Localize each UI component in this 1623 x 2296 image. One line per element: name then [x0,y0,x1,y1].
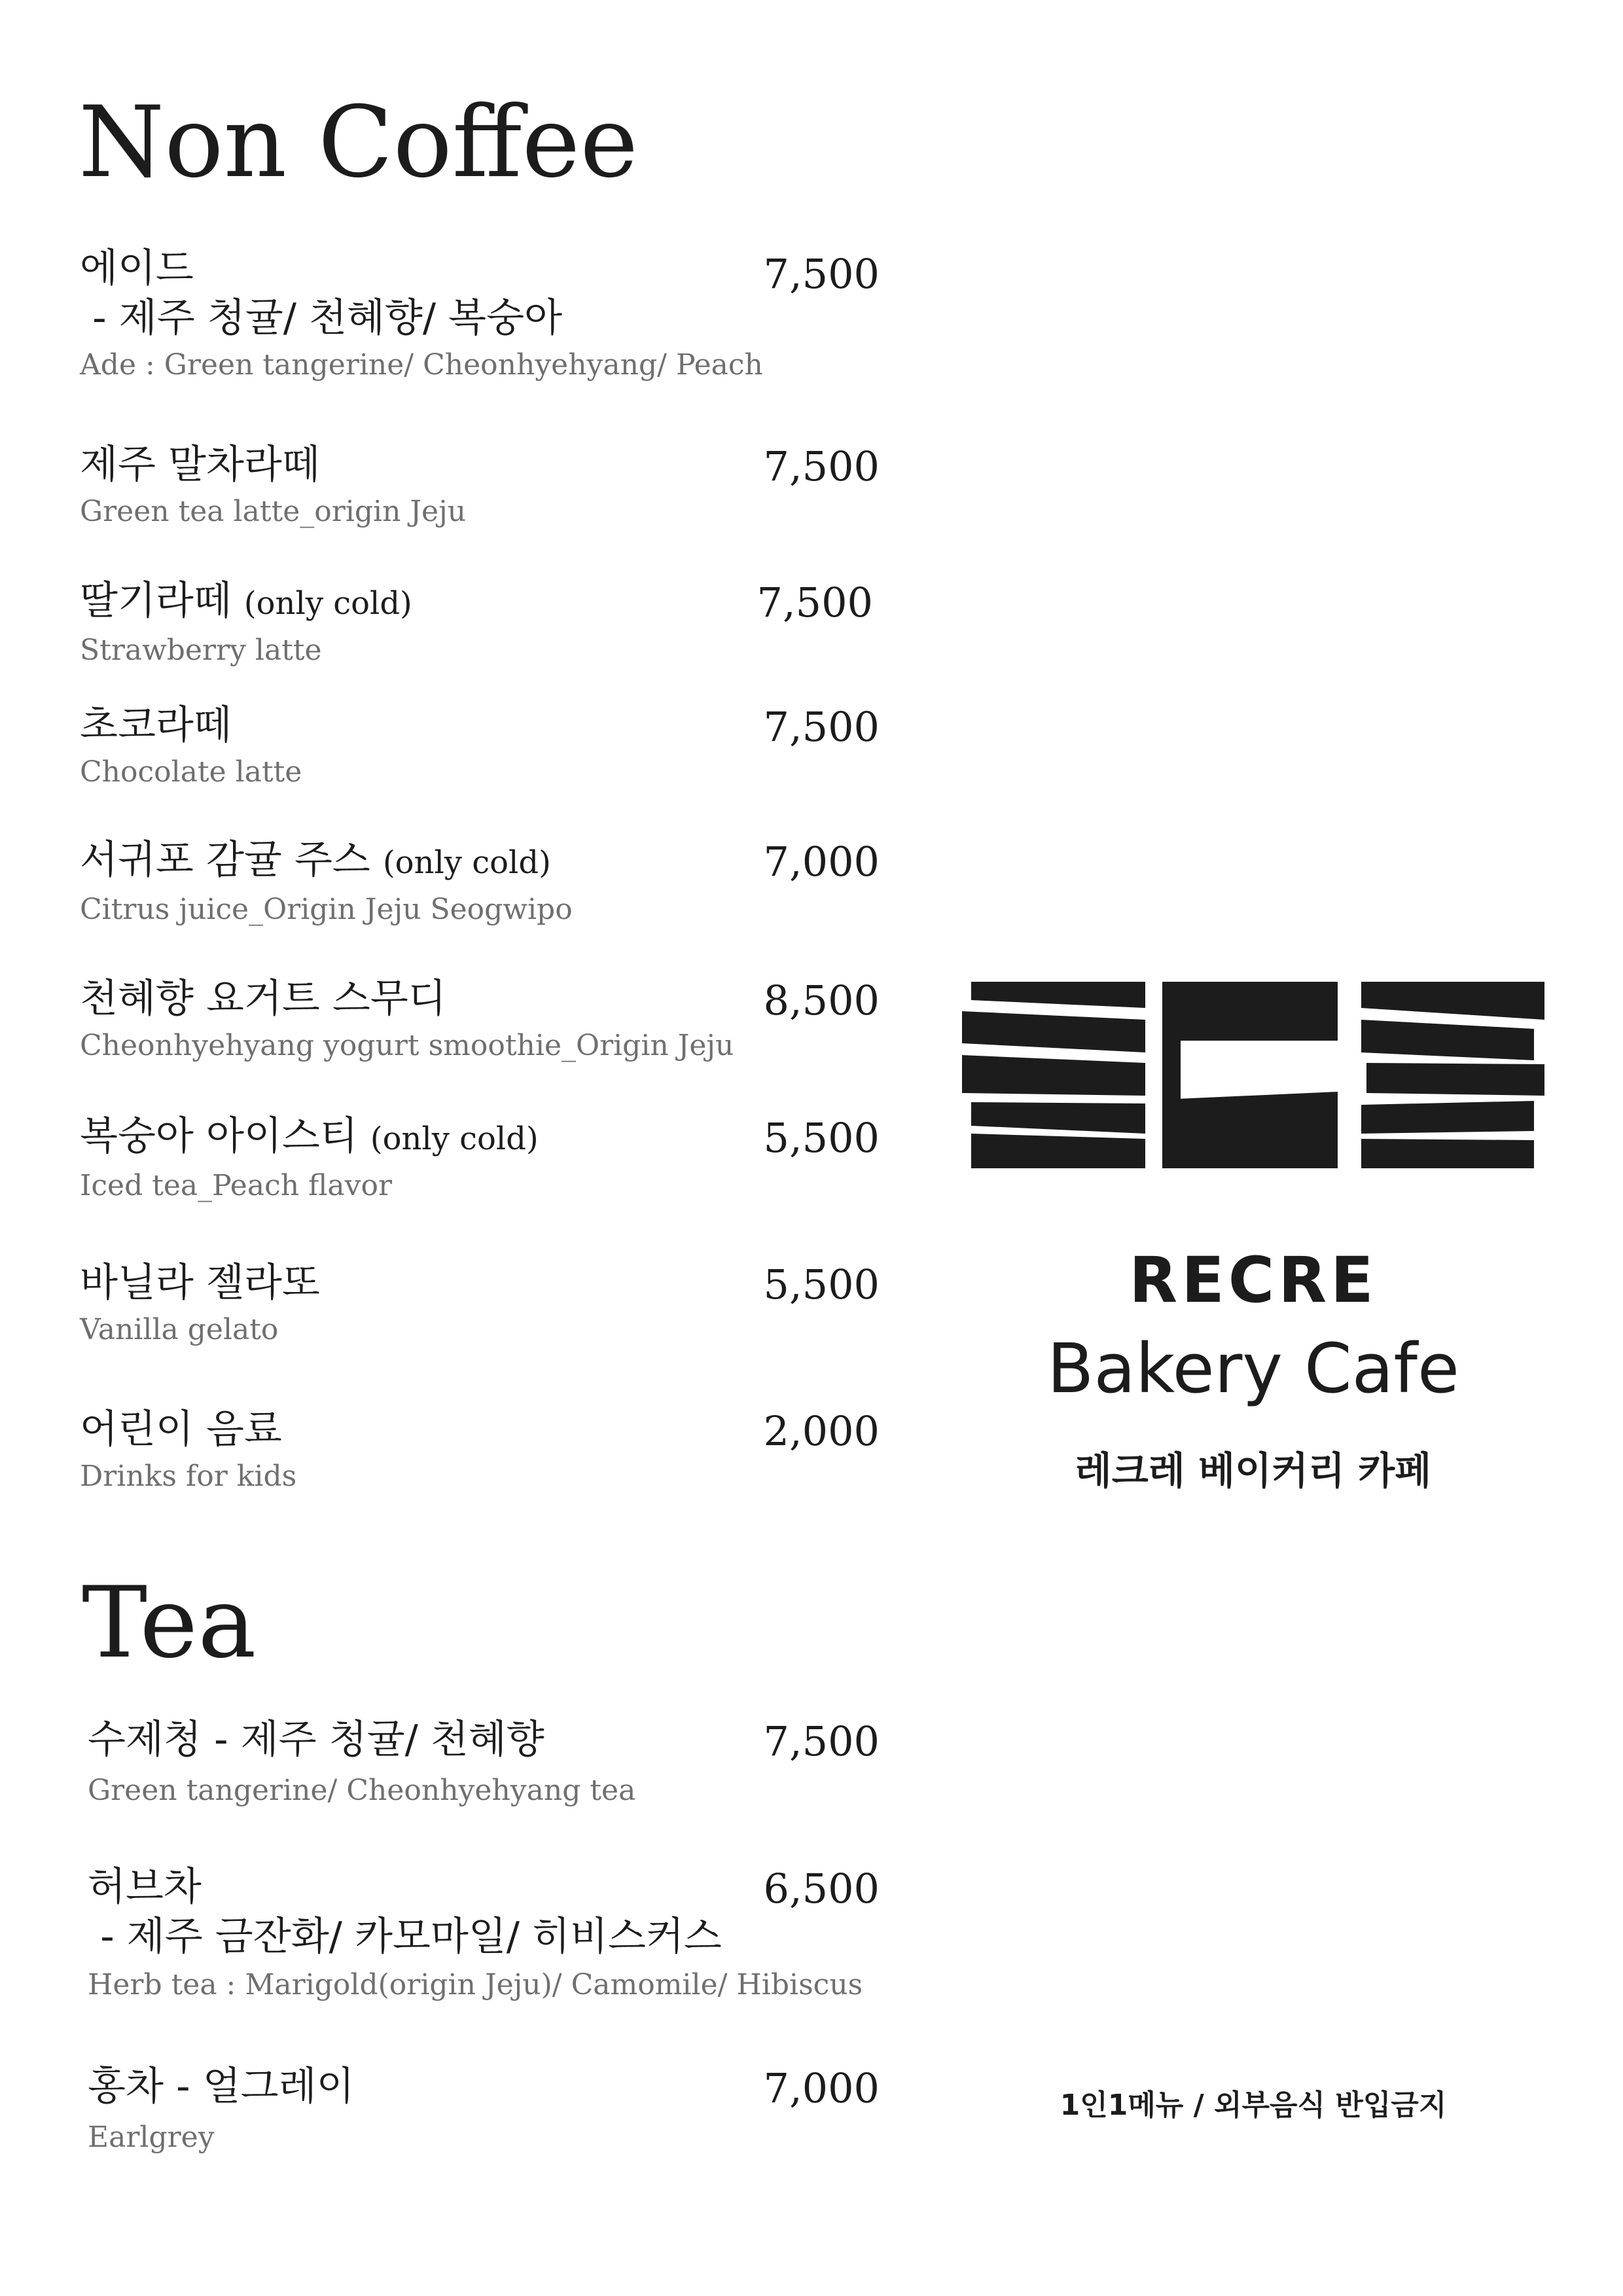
item-price: 2,000 [763,1407,880,1455]
menu-item-yogurt-smoothie [80,974,885,1066]
recre-logo-icon [962,982,1544,1168]
item-name: 서귀포 감귤 주스 [80,837,370,883]
item-description: Herb tea : Marigold(origin Jeju)/ Camomile/ Hibiscus [88,1968,863,2001]
item-name: 홍차 - 얼그레이 [88,2064,355,2109]
item-name: 복숭아 아이스티 [80,1113,358,1159]
item-description: Cheonhyehyang yogurt smoothie_Origin Jeju [80,1029,734,1062]
item-description: Earlgrey [88,2121,215,2154]
item-name: 에이드 [80,245,194,291]
item-note: (only cold) [382,844,551,881]
item-name-detail: - 제주 청귤/ 천혜향/ 복숭아 [80,295,563,341]
item-price: 7,500 [763,442,880,490]
item-name-detail: - 제주 금잔화/ 카모마일/ 히비스커스 [88,1914,722,1960]
menu-item-peach-iced-tea [80,1111,885,1206]
item-price: 7,500 [763,703,880,751]
item-price: 7,500 [757,579,873,626]
menu-item-strawberry-latte [80,576,885,670]
item-price: 7,000 [763,2064,880,2112]
menu-item-citrus-juice [80,835,885,929]
item-price: 7,500 [763,250,880,298]
item-price: 7,500 [763,1717,880,1765]
item-name: 어린이 음료 [80,1407,282,1452]
item-description: Drinks for kids [80,1460,297,1493]
item-description: Green tangerine/ Cheonhyehyang tea [88,1774,636,1807]
item-name: 초코라떼 [80,702,232,748]
item-description: Strawberry latte [80,634,322,667]
menu-item-matcha-latte [80,440,885,531]
item-price: 6,500 [763,1865,880,1912]
menu-item-herb-tea [88,1862,893,2005]
menu-item-kids-drinks [80,1405,885,1496]
section-title-non-coffee: Non Coffee [79,86,639,200]
item-description: Green tea latte_origin Jeju [80,495,467,528]
menu-item-earlgrey [88,2062,893,2157]
item-description: Ade : Green tangerine/ Cheonhyehyang/ Peach [80,348,763,382]
item-name: 제주 말차라떼 [80,442,320,488]
item-name: 천혜향 요거트 스무디 [80,976,446,1022]
item-name: 수제청 - 제주 청귤/ 천혜향 [88,1717,544,1763]
item-name: 허브차 [88,1864,202,1910]
item-note: (only cold) [370,1121,539,1157]
item-description: Citrus juice_Origin Jeju Seogwipo [80,893,573,926]
menu-item-chocolate-latte [80,700,885,792]
item-description: Vanilla gelato [80,1313,279,1346]
item-note: (only cold) [243,585,412,622]
item-price: 7,000 [763,838,880,886]
item-price: 5,500 [763,1114,880,1162]
menu-item-ade [80,243,885,385]
item-name: 바닐라 젤라또 [80,1260,320,1306]
item-price: 8,500 [763,977,880,1024]
policy-note: 1인1메뉴 / 외부음식 반입금지 [1060,2089,1447,2122]
brand-korean-name: 레크레 베이커리 카페 [1075,1448,1432,1493]
item-name: 딸기라떼 [80,578,232,624]
item-description: Iced tea_Peach flavor [80,1169,392,1202]
brand-name: RECRE [1129,1244,1378,1317]
item-description: Chocolate latte [80,755,302,789]
item-price: 5,500 [763,1261,880,1308]
menu-item-syrup-tea [88,1715,893,1810]
menu-item-vanilla-gelato [80,1258,885,1350]
brand-subtitle: Bakery Cafe [1047,1329,1459,1408]
section-title-tea: Tea [82,1566,257,1680]
